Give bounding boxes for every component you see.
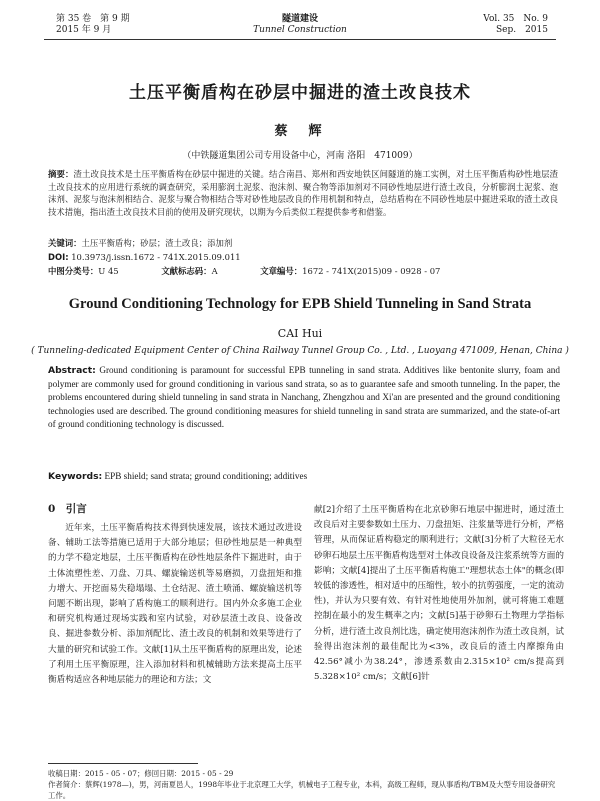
article-id-value: 1672 - 741X(2015)09 - 0928 - 07 bbox=[302, 266, 441, 276]
header-journal-cn: 隧道建设 bbox=[281, 14, 318, 24]
abstract-en bbox=[48, 364, 560, 432]
header-rule bbox=[44, 39, 556, 40]
footnote-rule bbox=[48, 763, 198, 764]
footnote-dates: 收稿日期：2015 - 05 - 07；修回日期：2015 - 05 - 29 bbox=[48, 769, 234, 778]
clc-label: 中图分类号： bbox=[48, 266, 99, 276]
header-date: 2015 年 9 月 bbox=[56, 25, 112, 35]
keywords-cn bbox=[48, 237, 558, 249]
article-id-label: 文章编号： bbox=[260, 266, 303, 276]
clc-value: U 45 bbox=[98, 266, 119, 276]
header-vol-no: Vol. 35 No. 9 bbox=[483, 14, 548, 24]
abstract-en-label: Abstract: bbox=[48, 365, 96, 376]
header-volume-info-en bbox=[483, 14, 548, 36]
author-en: CAI Hui bbox=[277, 327, 323, 340]
header-journal bbox=[200, 14, 400, 36]
abstract-en-text: Ground conditioning is paramount for successful EPB tunneling in sand strata. Additives like bentonite slurry, foam and polymer are commonly used for ground conditioning in various sand strata, so as to guarantee safe and smooth tunneling. In the paper, the problems encountered during shield tunneling in sand strata in Nanchang, Zhengzhou and Xi'an are presented and the ground conditioning technologies used are described. The ground conditioning measures for shield tunneling in sand strata are summarized, and the state-of-art of ground conditioning technology is discussed. bbox=[48, 365, 560, 430]
doc-code-label: 文献标志码： bbox=[161, 266, 212, 276]
section-heading-introduction: 0 引言 bbox=[48, 503, 87, 515]
keywords-en bbox=[48, 470, 560, 483]
abstract-cn-label: 摘要： bbox=[48, 169, 74, 179]
doc-code-value: A bbox=[211, 266, 218, 276]
header-date-en: Sep. 2015 bbox=[495, 25, 548, 35]
keywords-en-label: Keywords: bbox=[48, 471, 103, 482]
doi bbox=[48, 251, 558, 263]
keywords-en-text: EPB shield; sand strata; ground conditioning; additives bbox=[104, 471, 308, 481]
paper-title-cn: 土压平衡盾构在砂层中掘进的渣土改良技术 bbox=[129, 83, 471, 103]
header-volume-info bbox=[56, 14, 130, 36]
body-column-right: 献[2]介绍了土压平衡盾构在北京砂卵石地层中掘进时，通过渣土改良后对主要参数如土压力、刀盘扭矩、注浆量等进行分析，严格管理，从而保证盾构稳定的顺利进行；文献[3]分析了大粒径无水砂卵石地层土压平衡盾构选型对土体改良设备及注浆系统等方面的影响；文献[4]提出了土压平衡盾构施工"理想状态土体"的概念(即较低的渗透性，相对适中的压缩性，较小的抗剪强度，一定的流动性)，并认为只要有效、有针对性地使用外加剂，就可将施工难题控制在最小的发生概率之内；文献[5]基于砂卵石土物理力学指标分析，进行渣土改良剂比选，确定使用泡沫剂作为渣土改良剂，试验得出泡沫剂的最佳配比为<3%，改良后的渣土内摩擦角由42.56°减小为38.24°，渗透系数由2.315×10² cm/s提高到5.328×10² cm/s；文献[6]针 bbox=[314, 505, 564, 683]
affiliation-cn: （中铁隧道集团公司专用设备中心，河南 洛阳 471009） bbox=[182, 151, 418, 161]
keywords-cn-text: 土压平衡盾构；砂层；渣土改良；添加剂 bbox=[81, 238, 233, 248]
doi-label: DOI: bbox=[48, 252, 69, 262]
keywords-cn-label: 关键词： bbox=[48, 238, 82, 248]
affiliation-en: ( Tunneling-dedicated Equipment Center of China Railway Tunnel Group Co. , Ltd. , Luoyang 471009, Henan, China ) bbox=[31, 346, 569, 356]
body-column-left: 近年来，土压平衡盾构技术得到快速发展，该技术通过改进设备、辅助工法等措施已适用于大部分地层；但砂性地层是一种典型的力学不稳定地层，土压平衡盾构在砂性地层条件下掘进时，由于土体流塑性差、刀盘、刀具、螺旋输送机等易磨损，刀盘扭矩和推力增大、开挖面易失稳塌塌、土仓结泥、渣土喷涌、螺旋输送机等问题不断出现，影响了盾构施工的顺利进行。国内外众多施工企业和研究机构通过现场实践和室内试验，对砂层渣土改良、设备改良、掘进参数分析、添加剂配比、渣土改良的机制和效果等进行了大量的研究和试验工作。文献[1]从土压平衡盾构的原理出发，论述了利用土压平衡原理，注入添加材料和机械辅助方法来提高土压平衡盾构适应各种地层能力的理论和方法；文 bbox=[48, 523, 302, 686]
footnote-author-bio: 作者简介：蔡辉(1978—)，男，河南夏邑人，1998年毕业于北京理工大学，机械电子工程专业，本科，高级工程师，现从事盾构/TBM及大型专用设备研究工作。 bbox=[48, 780, 556, 800]
abstract-cn bbox=[48, 168, 558, 218]
header-journal-en: Tunnel Construction bbox=[253, 25, 347, 35]
footnote bbox=[48, 768, 560, 801]
author-cn: 蔡 辉 bbox=[274, 124, 326, 139]
header-volume-issue: 第 35 卷 第 9 期 bbox=[56, 14, 130, 24]
abstract-cn-text: 渣土改良技术是土压平衡盾构在砂层中掘进的关键。结合南昌、郑州和西安地铁区间隧道的施工实例，对土压平衡盾构砂性地层渣土改良技术的应用进行系统的调查研究，采用膨润土泥浆、泡沫剂、聚合物等添加剂对不同砂性地层进行渣土改良，分析膨润土泥浆、泡沫剂、泥浆与泡沫剂相结合、泥浆与聚合物相结合等对砂性地层改良的作用机制和特点，总结盾构在不同砂性地层中掘进采取的渣土改良技术措施，指出渣土改良技术目前的使用及研究现状，以期为今后类似工程提供参考和借鉴。 bbox=[48, 169, 559, 217]
doi-value: 10.3973/j.issn.1672 - 741X.2015.09.011 bbox=[71, 252, 241, 262]
classification-line bbox=[48, 265, 558, 277]
paper-title-en: Ground Conditioning Technology for EPB Shield Tunneling in Sand Strata bbox=[68, 296, 532, 312]
